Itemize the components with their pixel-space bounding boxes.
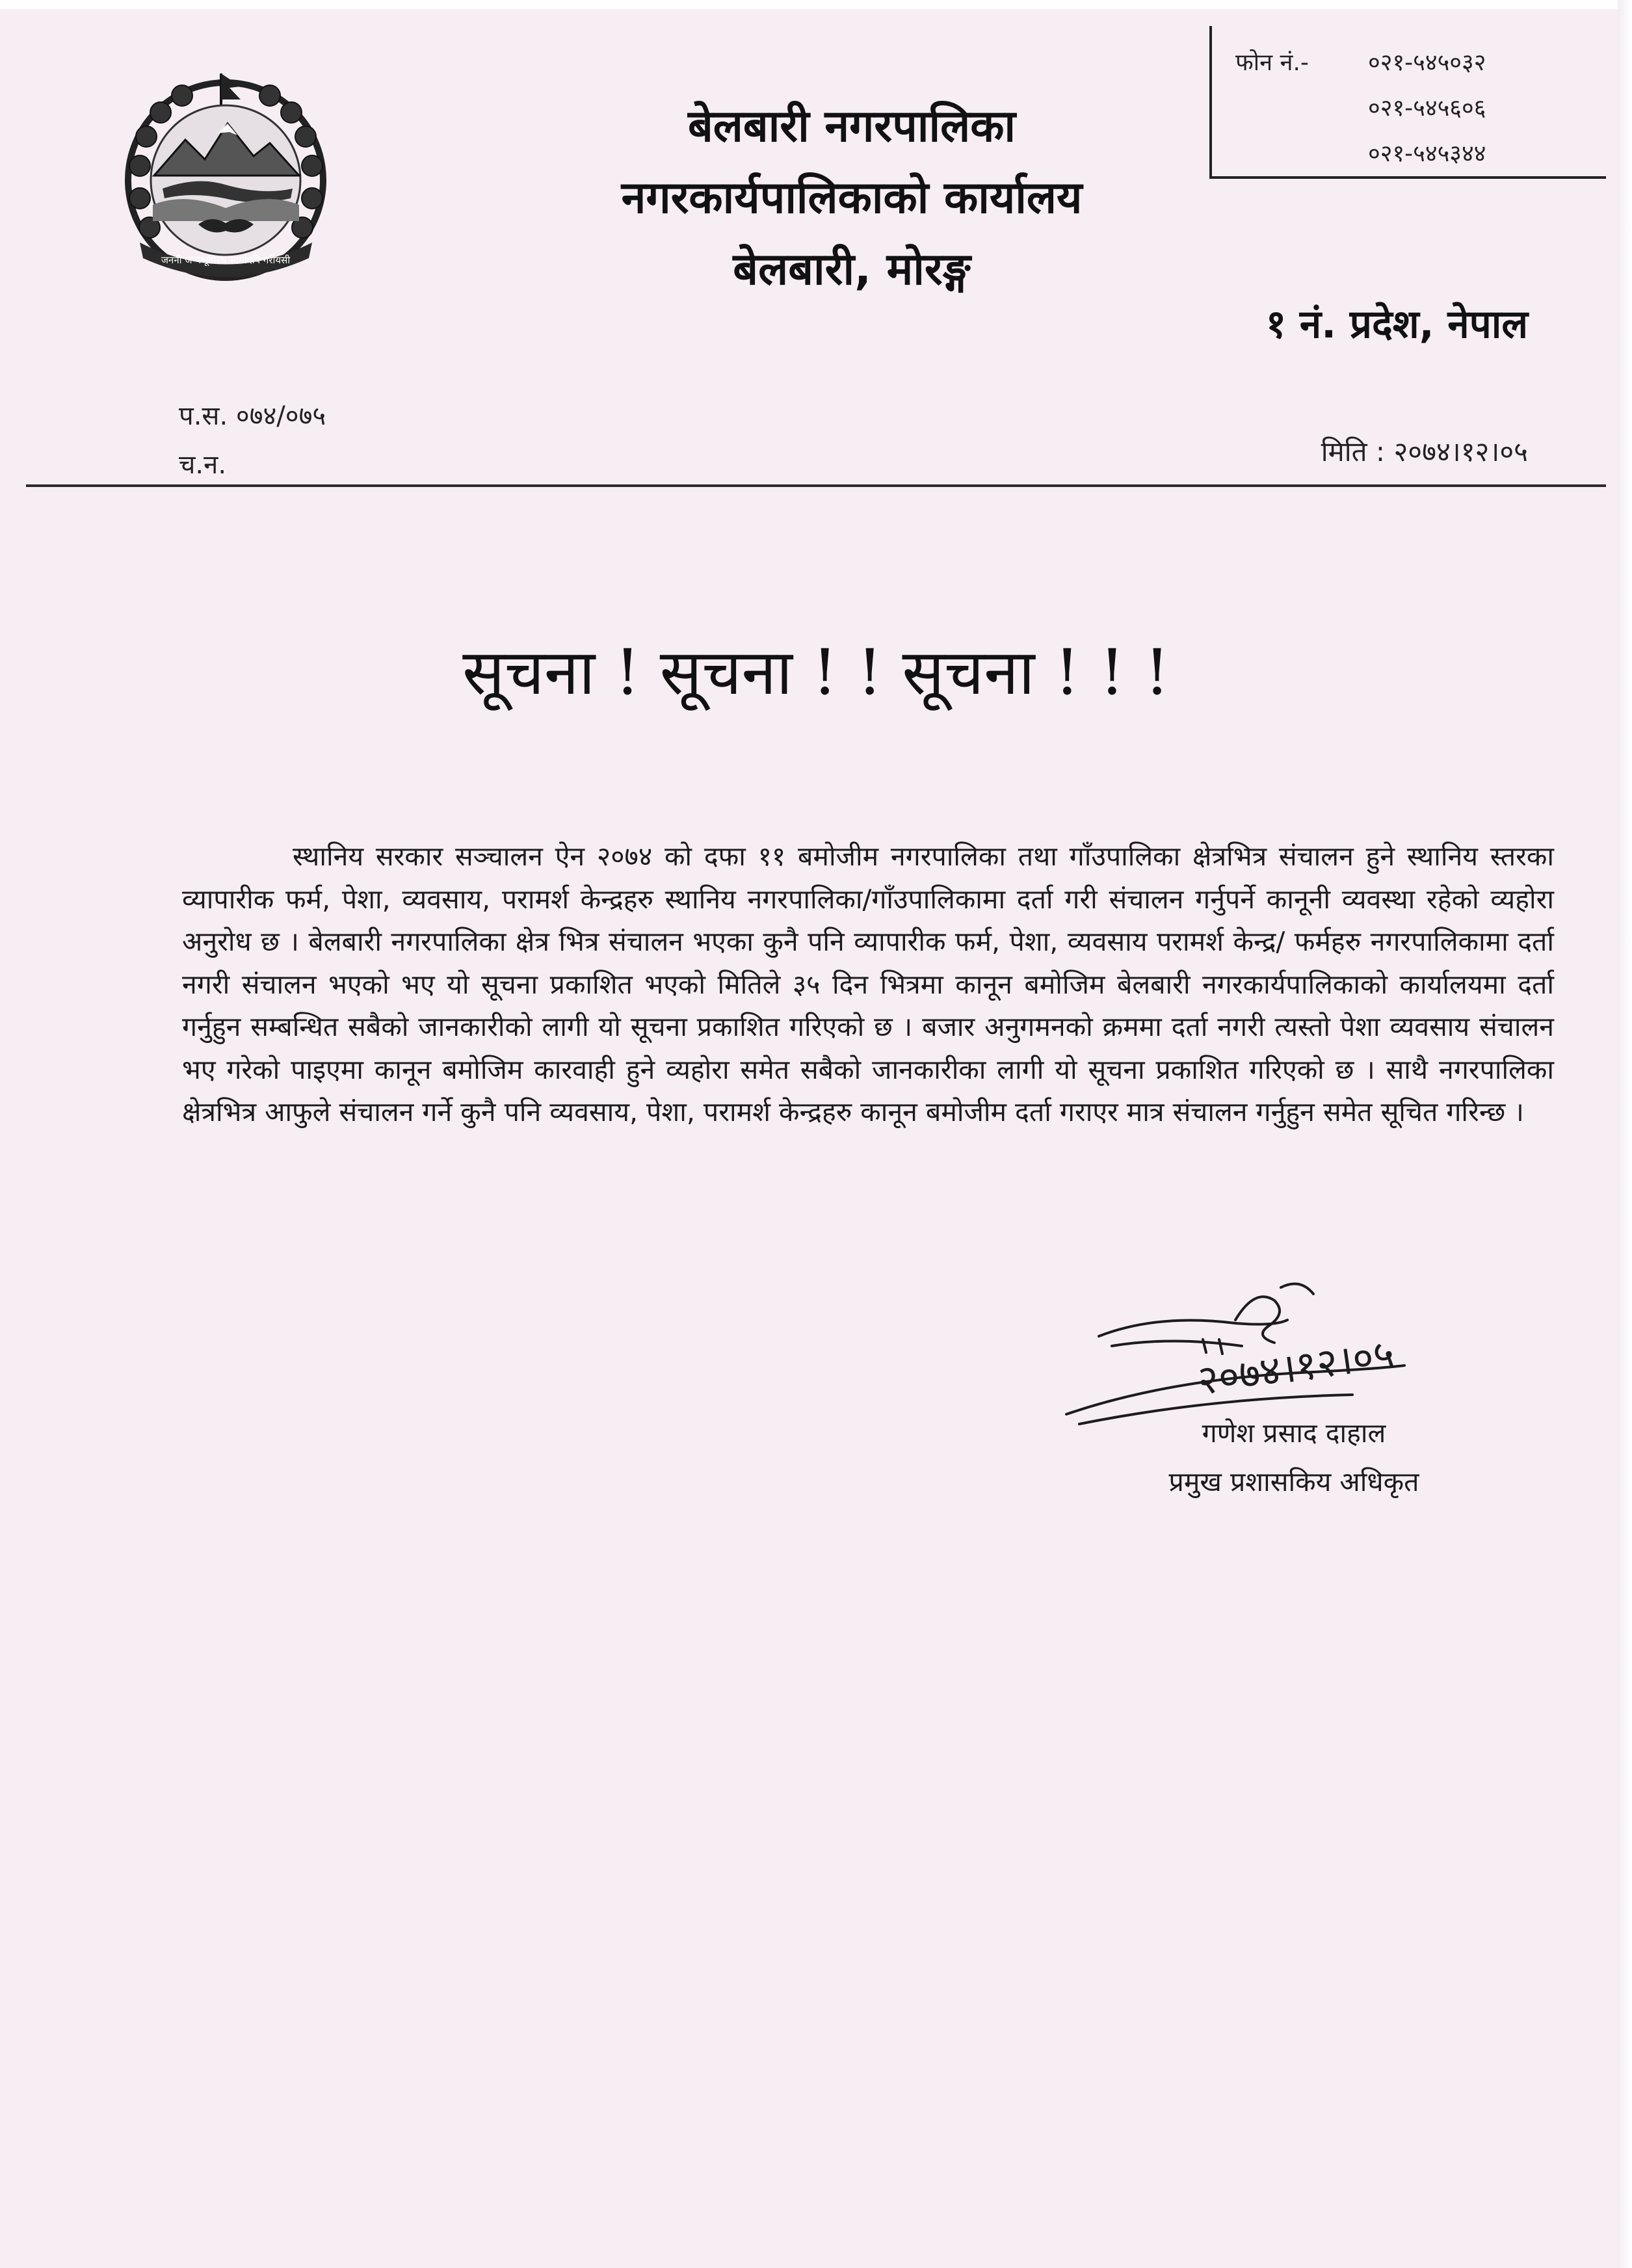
phone-number: ०२१-५४५६०६	[1368, 95, 1486, 122]
emblem-motto: जननी जन्मभूमिश्च स्वर्गादपि गरीयसी	[161, 254, 291, 266]
date-line	[1027, 432, 1528, 469]
phone-number: ०२१-५४५३४४	[1368, 140, 1486, 167]
office-line-municipality: बेलबारी नगरपालिका	[687, 101, 1016, 152]
notice-title: सूचना ! सूचना ! ! सूचना ! ! !	[462, 636, 1170, 709]
office-line-address: बेलबारी, मोरङ्ग	[733, 244, 971, 295]
date-value: २०७४।१२।०५	[1393, 436, 1528, 468]
header-divider	[26, 484, 1606, 487]
province-label: १ नं. प्रदेश, नेपाल	[1265, 302, 1528, 347]
signature-date-mark: २०७४।१२।०५	[1194, 1330, 1398, 1404]
reference-cn: च.न.	[179, 450, 227, 480]
scan-edge-right	[1618, 0, 1632, 2268]
phone-label: फोन नं.-	[1235, 49, 1309, 76]
signatory-name: गणेश प्रसाद दाहाल	[1202, 1418, 1386, 1449]
notice-body: स्थानिय सरकार सञ्चालन ऐन २०७४ को दफा ११ बमोजीम नगरपालिका तथा गाँउपालिका क्षेत्रभित्र संचालन हुने स्थानिय स्तरका व्यापारीक फर्म, पेशा, व्यवसाय, परामर्श केन्द्रहरु स्थानिय नगरपालिका/गाँउपालिकामा दर्ता गरी संचालन गर्नुपर्ने कानूनी व्यवस्था रहेको व्यहोरा अनुरोध छ । बेलबारी नगरपालिका क्षेत्र भित्र संचालन भएका कुनै पनि व्यापारीक फर्म, पेशा, व्यवसाय परामर्श केन्द्र/ फर्महरु नगरपालिकामा दर्ता नगरी संचालन भएको भए यो सूचना प्रकाशित भएको मितिले ३५ दिन भित्रमा कानून बमोजिम बेलबारी नगरकार्यपालिकाको कार्यालयमा दर्ता गर्नुहुन सम्बन्धित सबैको जानकारीको लागी यो सूचना प्रकाशित गरिएको छ । बजार अनुगमनको क्रममा दर्ता नगरी त्यस्तो पेशा व्यवसाय संचालन भए गरेको पाइएमा कानून बमोजिम कारवाही हुने व्यहोरा समेत सबैको जानकारीका लागी यो सूचना प्रकाशित गरिएको छ । साथै नगरपालिका क्षेत्रभित्र आफुले संचालन गर्ने कुनै पनि व्यवसाय, पेशा, परामर्श केन्द्रहरु कानून बमोजीम दर्ता गराएर मात्र संचालन गर्नुहुन समेत सूचित गरिन्छ ।	[182, 841, 1554, 1127]
office-line-executive: नगरकार्यपालिकाको कार्यालय	[621, 172, 1083, 224]
phone-box	[1209, 26, 1606, 179]
phone-number: ०२१-५४५०३२	[1368, 49, 1486, 76]
reference-ps: प.स. ०७४/०७५	[179, 401, 326, 431]
signatory-title: प्रमुख प्रशासकिय अधिकृत	[1168, 1466, 1419, 1497]
date-separator: :	[1375, 436, 1394, 468]
scan-edge-top	[0, 0, 1632, 9]
office-heading	[494, 91, 1209, 306]
date-label: मिति	[1321, 436, 1367, 468]
nepal-emblem-icon	[114, 68, 338, 293]
